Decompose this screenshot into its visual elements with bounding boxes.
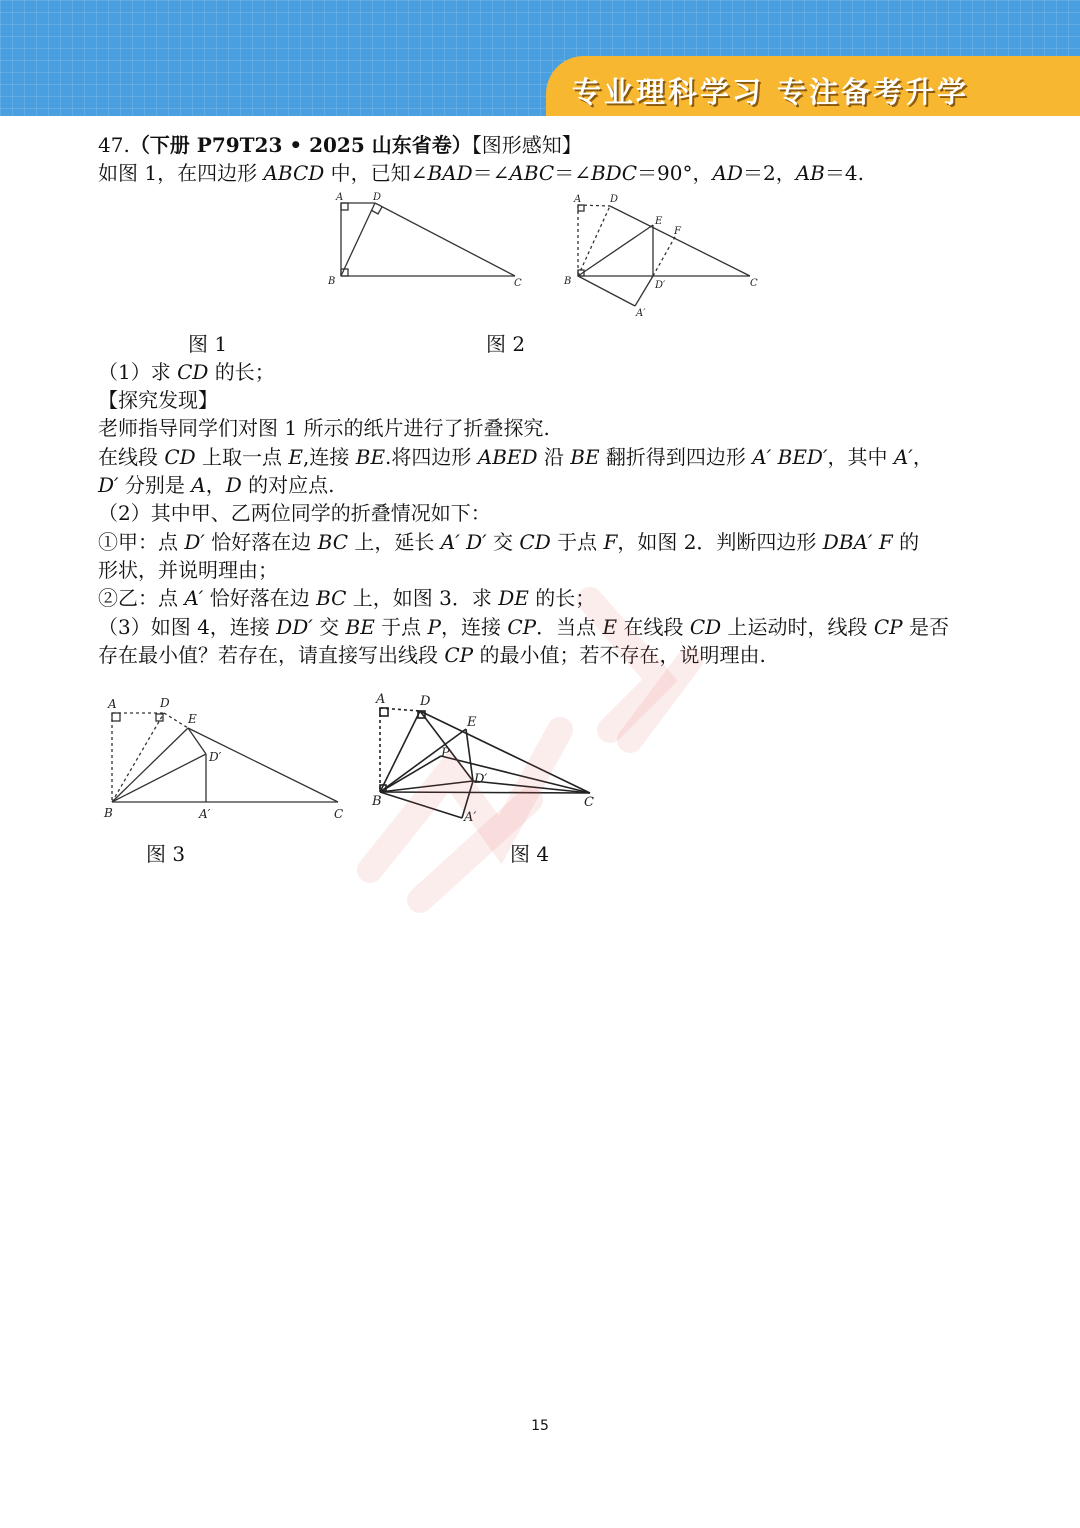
fig2-segment-be: [578, 225, 653, 276]
fig3-segment-ec: [188, 728, 338, 802]
fig2-label-a-prime: A′: [636, 308, 646, 319]
fig2-right-angle-a: [578, 205, 584, 211]
fig2-segment-d2f: [653, 235, 676, 276]
fig4-label-e: E: [467, 715, 477, 730]
fig2-label-b: B: [564, 276, 572, 287]
fig4-label-p: P: [441, 746, 450, 761]
fig3-right-angle-a: [112, 713, 120, 721]
figure-1-caption: 图 1: [188, 332, 228, 356]
figure-4: [358, 675, 613, 835]
fig2-segment-a2d2: [635, 276, 653, 306]
fig4-label-a-prime: A′: [464, 810, 477, 825]
fig4-label-b: B: [372, 794, 382, 809]
figure-2-caption: 图 2: [486, 332, 526, 356]
question-3-line1: （3）如图 4，连接 DD′ 交 BE 于点 P，连接 CP．当点 E 在线段 CD 上运动时，线段 CP 是否: [98, 615, 949, 639]
fig2-label-f: F: [674, 226, 681, 237]
figure-1: [318, 188, 533, 298]
problem-intro: 如图 1，在四边形 ABCD 中，已知∠BAD＝∠ABC＝∠BDC＝90°，AD＝2，AB＝4.: [98, 161, 864, 185]
fig3-label-d-prime: D′: [209, 750, 222, 764]
fig4-label-a: A: [376, 692, 386, 707]
fig4-segment-bc: [380, 792, 590, 793]
question-2-yi: ②乙：点 A′ 恰好落在边 BC 上，如图 3．求 DE 的长；: [98, 586, 596, 610]
fig4-segment-d2c: [473, 781, 590, 793]
fold-description-1: 在线段 CD 上取一点 E,连接 BE.将四边形 ABED 沿 BE 翻折得到四边形 A′ BED′，其中 A′，: [98, 445, 933, 469]
fig2-segment-ba2: [578, 276, 635, 306]
figure-3-caption: 图 3: [146, 842, 186, 866]
fig1-right-angle-a: [341, 203, 348, 210]
fig1-label-d: D: [373, 192, 382, 203]
fig2-label-a: A: [574, 194, 582, 205]
slogan-text: 专业理科学习 专注备考升学: [572, 75, 970, 109]
fig2-label-e: E: [655, 216, 663, 227]
figure-2: [560, 188, 770, 323]
fig1-segment-bd: [341, 203, 375, 276]
figure-3: [98, 690, 358, 825]
question-2: （2）其中甲、乙两位同学的折叠情况如下：: [98, 501, 491, 525]
fig2-segment-dc: [610, 206, 750, 276]
fig3-label-a-prime: A′: [199, 807, 211, 821]
section-explore: 【探究发现】: [98, 388, 218, 412]
problem-title: 47.（下册 P79T23 • 2025 山东省卷）【图形感知】: [98, 133, 582, 157]
question-3-line2: 存在最小值？若存在，请直接写出线段 CP 的最小值；若不存在，说明理由.: [98, 643, 766, 667]
fig1-label-b: B: [328, 276, 336, 287]
fig1-segment-dc: [375, 203, 515, 276]
fig1-label-c: C: [514, 278, 522, 289]
fig2-label-c: C: [750, 278, 758, 289]
teacher-note: 老师指导同学们对图 1 所示的纸片进行了折叠探究.: [98, 416, 550, 440]
fig2-label-d: D: [610, 194, 619, 205]
fig2-label-d-prime: D′: [655, 280, 666, 291]
fig3-label-d: D: [160, 696, 170, 710]
page-number: 15: [531, 1418, 549, 1434]
fig4-label-d: D: [420, 694, 431, 709]
fig3-label-e: E: [188, 712, 197, 726]
fig3-label-c: C: [334, 807, 344, 821]
figure-4-caption: 图 4: [510, 842, 550, 866]
question-2-jia-line1: ①甲：点 D′ 恰好落在边 BC 上，延长 A′ D′ 交 CD 于点 F，如图 2．判断四边形 DBA′ F 的: [98, 530, 920, 554]
fig3-segment-de: [164, 713, 188, 728]
fig4-label-c: C: [584, 795, 594, 810]
question-1: （1）求 CD 的长；: [98, 360, 275, 384]
fig4-label-d-prime: D′: [474, 772, 488, 787]
fold-description-2: D′ 分别是 A，D 的对应点.: [98, 473, 335, 497]
fig1-label-a: A: [336, 192, 344, 203]
fig4-segment-ba2: [380, 792, 462, 818]
fig3-segment-bd2: [112, 754, 206, 802]
fig3-label-b: B: [104, 806, 113, 820]
question-2-jia-line2: 形状，并说明理由；: [98, 558, 278, 582]
fig3-label-a: A: [108, 697, 117, 711]
fig3-segment-be: [112, 728, 188, 802]
fig4-segment-pc: [441, 756, 590, 793]
